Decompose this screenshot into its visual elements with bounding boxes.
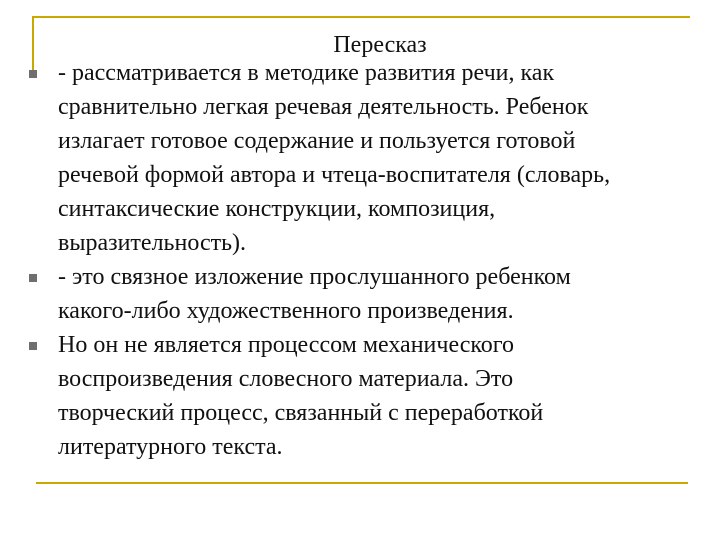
square-bullet-icon (29, 342, 37, 350)
title-top-rule (32, 16, 690, 18)
bullet-line: воспроизведения словесного материала. Это (58, 366, 514, 392)
bullet-line: - это связное изложение прослушанного ребенком (58, 264, 571, 290)
square-bullet-icon (29, 70, 37, 78)
bullet-line: синтаксические конструкции, композиция, (58, 196, 496, 222)
bullet-item-1 (0, 56, 720, 260)
square-bullet-icon (29, 274, 37, 282)
bullet-item-2 (0, 260, 720, 328)
bullet-item-3 (0, 328, 720, 464)
bullet-line: творческий процесс, связанный с переработкой (58, 400, 544, 426)
bullet-line: какого-либо художественного произведения. (58, 298, 514, 324)
slide-title: Пересказ (333, 32, 427, 58)
bullet-line: выразительность). (58, 230, 247, 256)
bullet-line: - рассматривается в методике развития речи, как (58, 60, 555, 86)
bullet-line: излагает готовое содержание и пользуется готовой (58, 128, 576, 154)
bullet-line: сравнительно легкая речевая деятельность. Ребенок (58, 94, 589, 120)
bullet-line: речевой формой автора и чтеца-воспитателя (словарь, (58, 162, 611, 188)
bullet-line: литературного текста. (58, 434, 283, 460)
bottom-rule (36, 482, 688, 484)
bullet-line: Но он не является процессом механического (58, 332, 515, 358)
slide-body (0, 56, 720, 464)
